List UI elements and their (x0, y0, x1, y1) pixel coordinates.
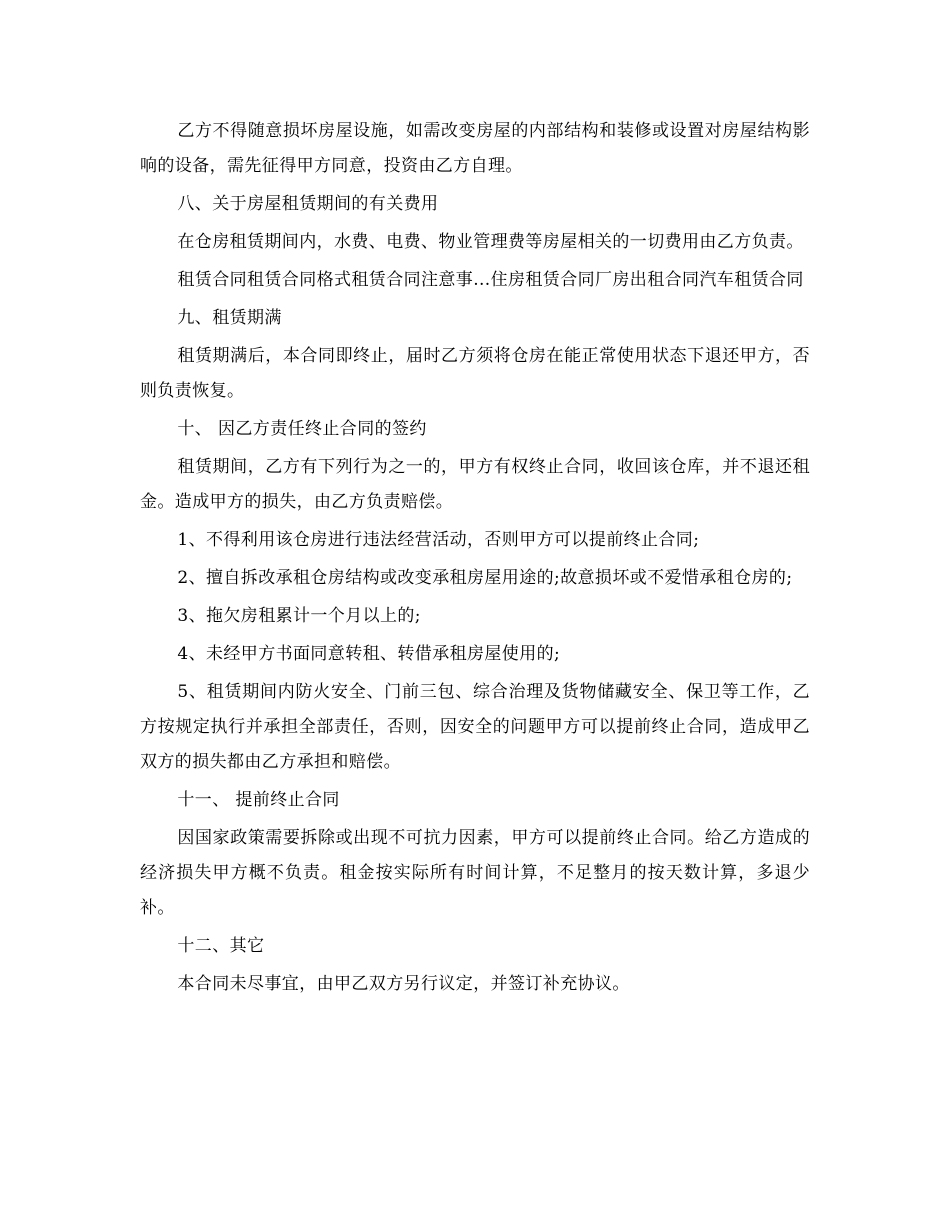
paragraph-fees: 在仓房租赁期间内，水费、电费、物业管理费等房屋相关的一切费用由乙方负责。 (177, 232, 804, 252)
paragraph-other: 本合同未尽事宜，由甲乙双方另行议定，并签订补充协议。 (177, 974, 630, 994)
list-item-termination-4: 4、未经甲方书面同意转租、转借承租房屋使用的; (177, 644, 561, 664)
list-item-termination-5: 5、租赁期间内防火安全、门前三包、综合治理及货物储藏安全、保卫等工作，乙方按规定执行并承担全部责任，否则，因安全的问题甲方可以提前终止合同，造成甲乙双方的损失都由乙方承担和赔偿。 (140, 682, 810, 772)
list-item-termination-3: 3、拖欠房租累计一个月以上的; (177, 606, 421, 626)
paragraph-expiry: 租赁期满后，本合同即终止，届时乙方须将仓房在能正常使用状态下退还甲方，否则负责恢复。 (140, 346, 810, 401)
section-heading-fees: 八、关于房屋租赁期间的有关费用 (177, 194, 439, 214)
section-heading-other: 十二、其它 (177, 936, 265, 956)
paragraph-related-links: 租赁合同租赁合同格式租赁合同注意事...住房租赁合同厂房出租合同汽车租赁合同 (177, 270, 804, 290)
section-heading-early-termination: 十一、 提前终止合同 (177, 790, 340, 810)
paragraph-termination: 租赁期间，乙方有下列行为之一的，甲方有权终止合同，收回该仓库，并不退还租金。造成甲方的损失，由乙方负责赔偿。 (140, 457, 810, 512)
paragraph-facility-clause: 乙方不得随意损坏房屋设施，如需改变房屋的内部结构和装修或设置对房屋结构影响的设备，需先征得甲方同意，投资由乙方自理。 (140, 121, 810, 176)
section-heading-termination: 十、 因乙方责任终止合同的签约 (177, 419, 427, 439)
paragraph-early-termination: 因国家政策需要拆除或出现不可抗力因素，甲方可以提前终止合同。给乙方造成的经济损失甲方概不负责。租金按实际所有时间计算，不足整月的按天数计算，多退少补。 (140, 828, 810, 918)
section-heading-expiry: 九、租赁期满 (177, 308, 282, 328)
document-body (140, 114, 810, 1005)
list-item-termination-2: 2、擅自拆改承租仓房结构或改变承租房屋用途的;故意损坏或不爱惜承租仓房的; (177, 568, 793, 588)
list-item-termination-1: 1、不得利用该仓房进行违法经营活动，否则甲方可以提前终止合同; (177, 530, 700, 550)
